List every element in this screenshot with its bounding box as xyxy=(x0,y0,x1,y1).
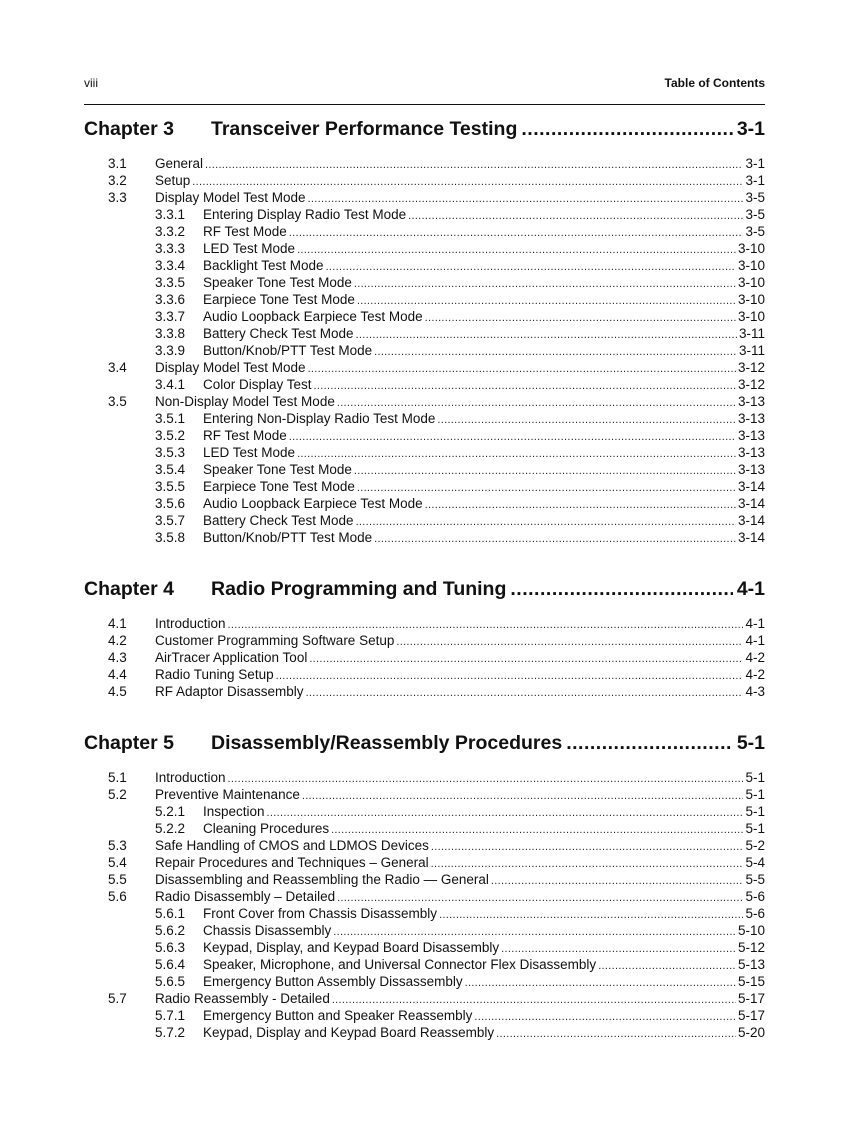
entry-number: 3.5.7 xyxy=(155,513,186,528)
entry-title: Earpiece Tone Test Mode xyxy=(203,479,355,494)
entry-page: 3-11 xyxy=(738,326,765,341)
entry-number: 5.5 xyxy=(108,872,127,887)
dot-leader xyxy=(297,446,736,463)
entry-title: Keypad, Display, and Keypad Board Disassembly xyxy=(203,940,500,955)
entry-title: RF Test Mode xyxy=(203,428,287,443)
dot-leader xyxy=(396,634,743,651)
chapter-title: Radio Programming and Tuning xyxy=(211,578,507,600)
entry-number: 3.4.1 xyxy=(155,377,186,392)
entry-page: 3-11 xyxy=(738,343,765,358)
dot-leader xyxy=(354,276,736,293)
entry-number: 4.1 xyxy=(108,616,127,631)
chapter-section xyxy=(84,730,765,1041)
dot-leader xyxy=(205,157,743,174)
entry-page: 5-17 xyxy=(737,1008,765,1023)
entry-page: 5-6 xyxy=(745,906,765,921)
dot-leader xyxy=(289,225,744,242)
toc-section-entry[interactable] xyxy=(84,683,765,700)
dot-leader xyxy=(566,730,733,756)
entry-number: 5.2.2 xyxy=(155,821,186,836)
toc-section-entry[interactable] xyxy=(84,615,765,632)
entry-title: Radio Tuning Setup xyxy=(155,667,274,682)
page-header xyxy=(84,74,765,92)
chapter-gap xyxy=(84,700,765,730)
entry-title: Button/Knob/PTT Test Mode xyxy=(203,343,373,358)
entry-title: Setup xyxy=(155,173,191,188)
chapter-gap xyxy=(84,546,765,576)
entry-title: Earpiece Tone Test Mode xyxy=(203,292,355,307)
entry-number: 5.6.1 xyxy=(155,906,186,921)
entry-page: 4-3 xyxy=(745,684,765,699)
entry-number: 3.3.5 xyxy=(155,275,186,290)
dot-leader xyxy=(425,497,736,514)
entry-page: 5-1 xyxy=(745,821,765,836)
entry-number: 5.7.1 xyxy=(155,1008,186,1023)
dot-leader xyxy=(306,685,744,702)
entry-title: Battery Check Test Mode xyxy=(203,326,354,341)
dot-leader xyxy=(308,361,736,378)
toc-subsection-entry[interactable] xyxy=(84,376,765,393)
entry-page: 3-10 xyxy=(737,309,765,324)
entry-list xyxy=(84,769,765,1041)
entry-title: Audio Loopback Earpiece Test Mode xyxy=(203,496,423,511)
toc-subsection-entry[interactable] xyxy=(84,444,765,461)
entry-page: 4-1 xyxy=(745,633,765,648)
entry-page: 5-15 xyxy=(737,974,765,989)
entry-number: 4.5 xyxy=(108,684,127,699)
entry-page: 3-10 xyxy=(737,241,765,256)
entry-title: Emergency Button and Speaker Reassembly xyxy=(203,1008,473,1023)
entry-number: 3.2 xyxy=(108,173,127,188)
entry-number: 3.3.4 xyxy=(155,258,186,273)
toc-subsection-entry[interactable] xyxy=(84,820,765,837)
toc-section-entry[interactable] xyxy=(84,871,765,888)
dot-leader xyxy=(374,344,737,361)
toc-subsection-entry[interactable] xyxy=(84,803,765,820)
header-title: Table of Contents xyxy=(664,76,765,90)
dot-leader xyxy=(491,873,744,890)
entry-page: 3-1 xyxy=(745,156,765,171)
dot-leader xyxy=(356,327,737,344)
toc-subsection-entry[interactable] xyxy=(84,905,765,922)
toc-subsection-entry[interactable] xyxy=(84,274,765,291)
entry-list xyxy=(84,155,765,546)
entry-title: General xyxy=(155,156,204,171)
chapter-page: 5-1 xyxy=(736,732,765,754)
toc-section-entry[interactable] xyxy=(84,393,765,410)
toc-subsection-entry[interactable] xyxy=(84,342,765,359)
toc-section-entry[interactable] xyxy=(84,769,765,786)
entry-title: Radio Reassembly - Detailed xyxy=(155,991,330,1006)
entry-number: 5.2 xyxy=(108,787,127,802)
entry-title: RF Test Mode xyxy=(203,224,287,239)
entry-number: 3.3.6 xyxy=(155,292,186,307)
entry-number: 5.3 xyxy=(108,838,127,853)
entry-title: Preventive Maintenance xyxy=(155,787,300,802)
entry-page: 3-10 xyxy=(737,292,765,307)
dot-leader xyxy=(289,429,736,446)
chapter-section xyxy=(84,116,765,546)
chapter-heading[interactable] xyxy=(84,576,765,602)
entry-page: 4-2 xyxy=(745,667,765,682)
dot-leader xyxy=(465,975,736,992)
chapter-number: Chapter 5 xyxy=(84,732,174,754)
entry-title: Display Model Test Mode xyxy=(155,360,306,375)
entry-number: 3.5.4 xyxy=(155,462,186,477)
dot-leader xyxy=(267,805,744,822)
entry-number: 5.6 xyxy=(108,889,127,904)
entry-number: 3.5 xyxy=(108,394,127,409)
dot-leader xyxy=(314,378,736,395)
entry-title: Introduction xyxy=(155,770,226,785)
dot-leader xyxy=(510,576,732,602)
entry-page: 4-1 xyxy=(745,616,765,631)
dot-leader xyxy=(521,116,732,142)
page-number: viii xyxy=(84,76,98,90)
toc-subsection-entry[interactable] xyxy=(84,512,765,529)
toc-subsection-entry[interactable] xyxy=(84,956,765,973)
dot-leader xyxy=(425,310,736,327)
entry-page: 3-5 xyxy=(745,190,765,205)
entry-page: 3-10 xyxy=(737,275,765,290)
chapter-section xyxy=(84,576,765,700)
chapter-page: 3-1 xyxy=(736,118,765,140)
chapter-title: Transceiver Performance Testing xyxy=(211,118,518,140)
table-of-contents xyxy=(84,116,765,1041)
toc-subsection-entry[interactable] xyxy=(84,257,765,274)
entry-page: 3-12 xyxy=(737,377,765,392)
entry-page: 3-14 xyxy=(737,513,765,528)
entry-title: Speaker Tone Test Mode xyxy=(203,462,352,477)
toc-subsection-entry[interactable] xyxy=(84,1007,765,1024)
entry-page: 3-5 xyxy=(745,224,765,239)
dot-leader xyxy=(439,907,743,924)
toc-section-entry[interactable] xyxy=(84,888,765,905)
chapter-title: Disassembly/Reassembly Procedures xyxy=(211,732,563,754)
toc-subsection-entry[interactable] xyxy=(84,410,765,427)
entry-page: 3-13 xyxy=(737,462,765,477)
toc-section-entry[interactable] xyxy=(84,155,765,172)
entry-page: 5-5 xyxy=(745,872,765,887)
entry-page: 3-13 xyxy=(737,411,765,426)
entry-number: 3.5.6 xyxy=(155,496,186,511)
entry-number: 3.1 xyxy=(108,156,127,171)
entry-page: 5-1 xyxy=(745,770,765,785)
entry-number: 3.5.1 xyxy=(155,411,186,426)
entry-page: 5-1 xyxy=(745,787,765,802)
toc-subsection-entry[interactable] xyxy=(84,495,765,512)
entry-page: 3-12 xyxy=(737,360,765,375)
entry-title: RF Adaptor Disassembly xyxy=(155,684,304,699)
entry-page: 5-13 xyxy=(737,957,765,972)
toc-section-entry[interactable] xyxy=(84,854,765,871)
dot-leader xyxy=(408,208,743,225)
entry-number: 3.4 xyxy=(108,360,127,375)
entry-title: Keypad, Display and Keypad Board Reassembly xyxy=(203,1025,495,1040)
entry-page: 5-17 xyxy=(737,991,765,1006)
dot-leader xyxy=(374,531,736,548)
entry-page: 4-2 xyxy=(745,650,765,665)
entry-number: 3.3.9 xyxy=(155,343,186,358)
toc-subsection-entry[interactable] xyxy=(84,973,765,990)
entry-title: Display Model Test Mode xyxy=(155,190,306,205)
entry-page: 5-4 xyxy=(745,855,765,870)
dot-leader xyxy=(431,839,744,856)
toc-subsection-entry[interactable] xyxy=(84,478,765,495)
toc-subsection-entry[interactable] xyxy=(84,223,765,240)
toc-section-entry[interactable] xyxy=(84,632,765,649)
toc-section-entry[interactable] xyxy=(84,837,765,854)
entry-number: 3.3.8 xyxy=(155,326,186,341)
toc-subsection-entry[interactable] xyxy=(84,529,765,546)
dot-leader xyxy=(302,788,744,805)
toc-section-entry[interactable] xyxy=(84,359,765,376)
entry-number: 5.4 xyxy=(108,855,127,870)
entry-number: 4.4 xyxy=(108,667,127,682)
dot-leader xyxy=(474,1009,736,1026)
entry-title: Emergency Button Assembly Dissassembly xyxy=(203,974,463,989)
entry-title: Inspection xyxy=(203,804,265,819)
entry-title: Cleaning Procedures xyxy=(203,821,330,836)
toc-subsection-entry[interactable] xyxy=(84,291,765,308)
entry-number: 3.3.7 xyxy=(155,309,186,324)
entry-number: 5.6.2 xyxy=(155,923,186,938)
entry-page: 5-2 xyxy=(745,838,765,853)
entry-title: Repair Procedures and Techniques – General xyxy=(155,855,429,870)
entry-number: 3.5.2 xyxy=(155,428,186,443)
entry-number: 5.6.3 xyxy=(155,940,186,955)
dot-leader xyxy=(598,958,736,975)
entry-title: Battery Check Test Mode xyxy=(203,513,354,528)
entry-title: Speaker, Microphone, and Universal Connector Flex Disassembly xyxy=(203,957,597,972)
toc-subsection-entry[interactable] xyxy=(84,939,765,956)
toc-subsection-entry[interactable] xyxy=(84,922,765,939)
toc-subsection-entry[interactable] xyxy=(84,240,765,257)
entry-number: 5.2.1 xyxy=(155,804,186,819)
entry-number: 5.1 xyxy=(108,770,127,785)
chapter-page: 4-1 xyxy=(736,578,765,600)
entry-number: 5.6.5 xyxy=(155,974,186,989)
dot-leader xyxy=(276,668,744,685)
entry-title: Safe Handling of CMOS and LDMOS Devices xyxy=(155,838,429,853)
entry-title: Entering Non-Display Radio Test Mode xyxy=(203,411,436,426)
entry-title: Speaker Tone Test Mode xyxy=(203,275,352,290)
toc-section-entry[interactable] xyxy=(84,990,765,1007)
entry-page: 3-13 xyxy=(737,445,765,460)
toc-section-entry[interactable] xyxy=(84,172,765,189)
toc-section-entry[interactable] xyxy=(84,649,765,666)
entry-title: Front Cover from Chassis Disassembly xyxy=(203,906,438,921)
entry-page: 3-5 xyxy=(745,207,765,222)
entry-title: AirTracer Application Tool xyxy=(155,650,308,665)
entry-number: 3.3 xyxy=(108,190,127,205)
entry-number: 3.5.5 xyxy=(155,479,186,494)
chapter-heading[interactable] xyxy=(84,116,765,142)
entry-number: 3.3.1 xyxy=(155,207,186,222)
entry-page: 5-1 xyxy=(745,804,765,819)
entry-page: 5-6 xyxy=(745,889,765,904)
toc-subsection-entry[interactable] xyxy=(84,206,765,223)
entry-title: Color Display Test xyxy=(203,377,312,392)
entry-number: 3.5.3 xyxy=(155,445,186,460)
toc-section-entry[interactable] xyxy=(84,786,765,803)
entry-number: 5.7 xyxy=(108,991,127,1006)
toc-subsection-entry[interactable] xyxy=(84,461,765,478)
header-rule xyxy=(84,104,765,105)
toc-subsection-entry[interactable] xyxy=(84,1024,765,1041)
entry-page: 3-14 xyxy=(737,530,765,545)
entry-number: 3.5.8 xyxy=(155,530,186,545)
toc-subsection-entry[interactable] xyxy=(84,308,765,325)
entry-page: 3-10 xyxy=(737,258,765,273)
dot-leader xyxy=(496,1026,736,1043)
toc-subsection-entry[interactable] xyxy=(84,427,765,444)
entry-number: 3.3.3 xyxy=(155,241,186,256)
dot-leader xyxy=(356,514,736,531)
dot-leader xyxy=(354,463,736,480)
entry-title: Radio Disassembly – Detailed xyxy=(155,889,336,904)
entry-title: LED Test Mode xyxy=(203,241,296,256)
entry-title: Button/Knob/PTT Test Mode xyxy=(203,530,373,545)
entry-title: Non-Display Model Test Mode xyxy=(155,394,335,409)
toc-section-entry[interactable] xyxy=(84,666,765,683)
entry-list xyxy=(84,615,765,700)
entry-page: 3-14 xyxy=(737,479,765,494)
entry-page: 3-13 xyxy=(737,394,765,409)
entry-page: 3-14 xyxy=(737,496,765,511)
entry-title: Customer Programming Software Setup xyxy=(155,633,395,648)
toc-subsection-entry[interactable] xyxy=(84,325,765,342)
dot-leader xyxy=(437,412,736,429)
entry-title: LED Test Mode xyxy=(203,445,296,460)
entry-title: Introduction xyxy=(155,616,226,631)
entry-page: 5-20 xyxy=(737,1025,765,1040)
entry-page: 3-13 xyxy=(737,428,765,443)
entry-number: 5.7.2 xyxy=(155,1025,186,1040)
entry-page: 5-12 xyxy=(737,940,765,955)
entry-page: 5-10 xyxy=(737,923,765,938)
entry-page: 3-1 xyxy=(745,173,765,188)
entry-number: 4.2 xyxy=(108,633,127,648)
dot-leader xyxy=(309,651,743,668)
entry-number: 5.6.4 xyxy=(155,957,186,972)
entry-number: 3.3.2 xyxy=(155,224,186,239)
chapter-number: Chapter 4 xyxy=(84,578,174,600)
chapter-number: Chapter 3 xyxy=(84,118,174,140)
entry-title: Audio Loopback Earpiece Test Mode xyxy=(203,309,423,324)
entry-title: Disassembling and Reassembling the Radio — General xyxy=(155,872,489,887)
entry-title: Chassis Disassembly xyxy=(203,923,332,938)
toc-section-entry[interactable] xyxy=(84,189,765,206)
dot-leader xyxy=(228,771,744,788)
chapter-heading[interactable] xyxy=(84,730,765,756)
entry-number: 4.3 xyxy=(108,650,127,665)
dot-leader xyxy=(297,242,736,259)
entry-title: Entering Display Radio Test Mode xyxy=(203,207,407,222)
dot-leader xyxy=(326,259,736,276)
entry-title: Backlight Test Mode xyxy=(203,258,324,273)
